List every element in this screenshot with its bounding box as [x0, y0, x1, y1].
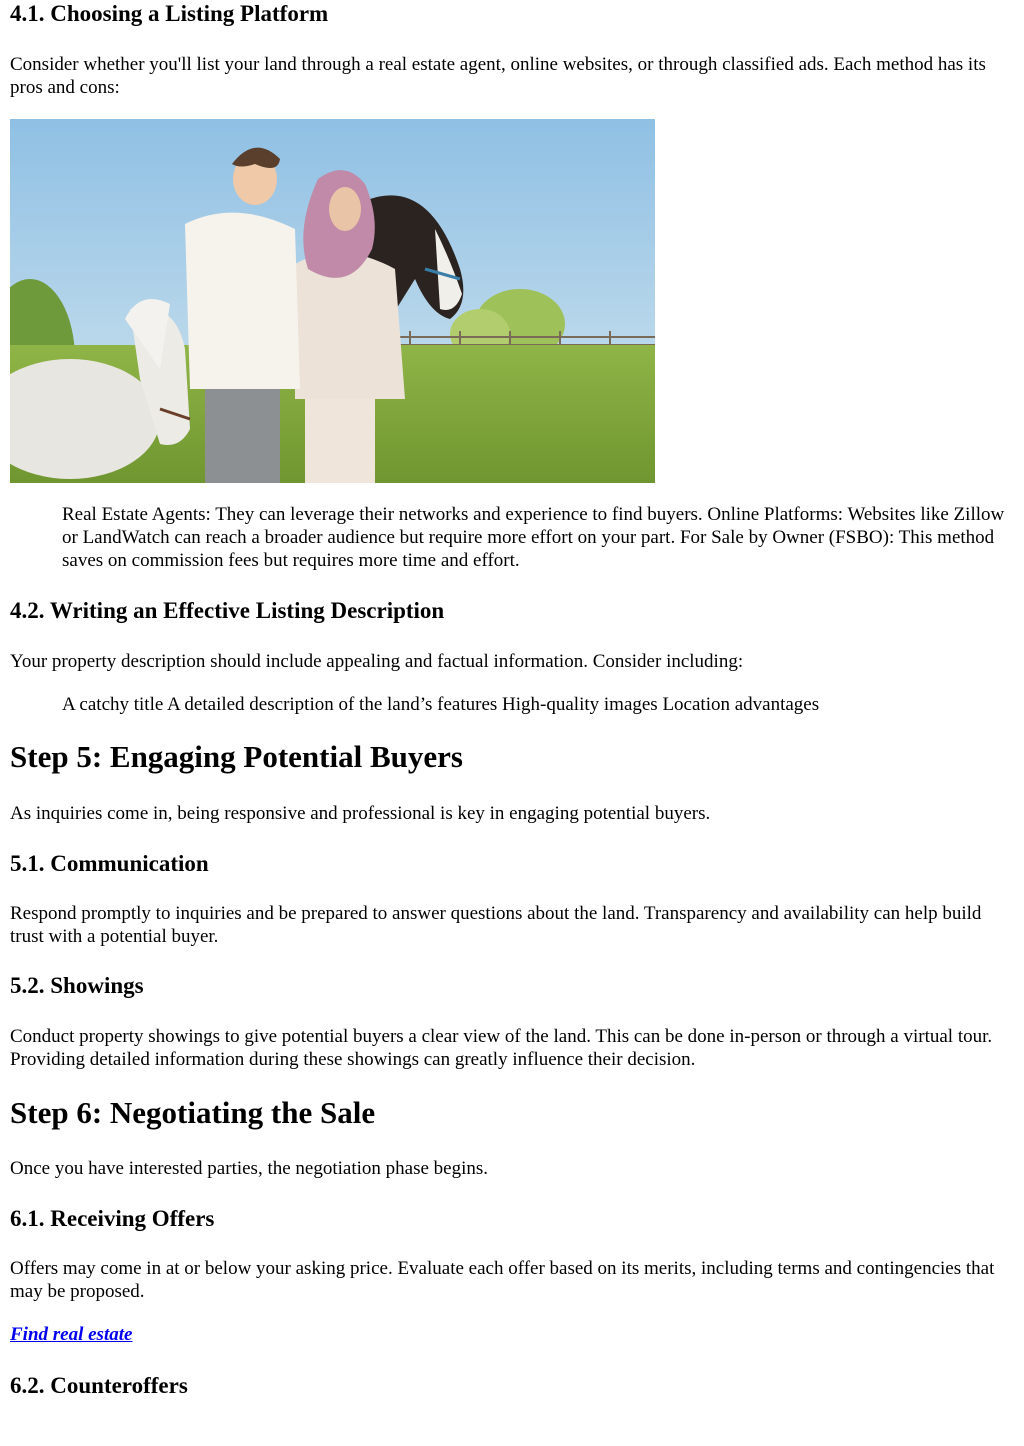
paragraph-step-6-intro: Once you have interested parties, the negotiation phase begins.: [10, 1158, 489, 1179]
find-real-estate-link[interactable]: Find real estate: [10, 1324, 133, 1345]
heading-5-2: 5.2. Showings: [10, 973, 144, 998]
paragraph-4-1-intro: Consider whether you'll list your land through a real estate agent, online websites, or through classified ads. Each method has its pros and cons:: [10, 54, 986, 98]
heading-step-5: Step 5: Engaging Potential Buyers: [10, 739, 463, 774]
heading-5-1: 5.1. Communication: [10, 851, 209, 876]
paragraph-4-2-intro: Your property description should include appealing and factual information. Consider including:: [10, 651, 744, 672]
heading-step-6: Step 6: Negotiating the Sale: [10, 1095, 376, 1130]
heading-6-1: 6.1. Receiving Offers: [10, 1206, 215, 1231]
paragraph-5-1: Respond promptly to inquiries and be prepared to answer questions about the land. Transparency and availability can help build trust with a potential buyer.: [10, 903, 982, 947]
paragraph-6-1: Offers may come in at or below your asking price. Evaluate each offer based on its merits, including terms and contingencies that may be proposed.: [10, 1258, 995, 1302]
heading-4-1: 4.1. Choosing a Listing Platform: [10, 1, 329, 26]
photo-couple-with-horses-icon: [10, 119, 655, 483]
heading-4-2: 4.2. Writing an Effective Listing Description: [10, 598, 445, 623]
heading-6-2: 6.2. Counteroffers: [10, 1373, 188, 1398]
paragraph-5-2: Conduct property showings to give potential buyers a clear view of the land. This can be done in-person or through a virtual tour. Providing detailed information during these showings can greatly influence their decision.: [10, 1026, 993, 1070]
paragraph-step-5-intro: As inquiries come in, being responsive and professional is key in engaging potential buyers.: [10, 803, 711, 824]
list-4-2: A catchy title A detailed description of the land’s features High-quality images Location advantages: [62, 694, 820, 715]
list-4-1: Real Estate Agents: They can leverage their networks and experience to find buyers. Online Platforms: Websites like Zillow or LandWatch can reach a broader audience but require more effort on your part. For Sale by Owner (FSBO): This method saves on commission fees but requires more time and effort.: [62, 504, 1005, 571]
article-photo: [10, 119, 655, 483]
